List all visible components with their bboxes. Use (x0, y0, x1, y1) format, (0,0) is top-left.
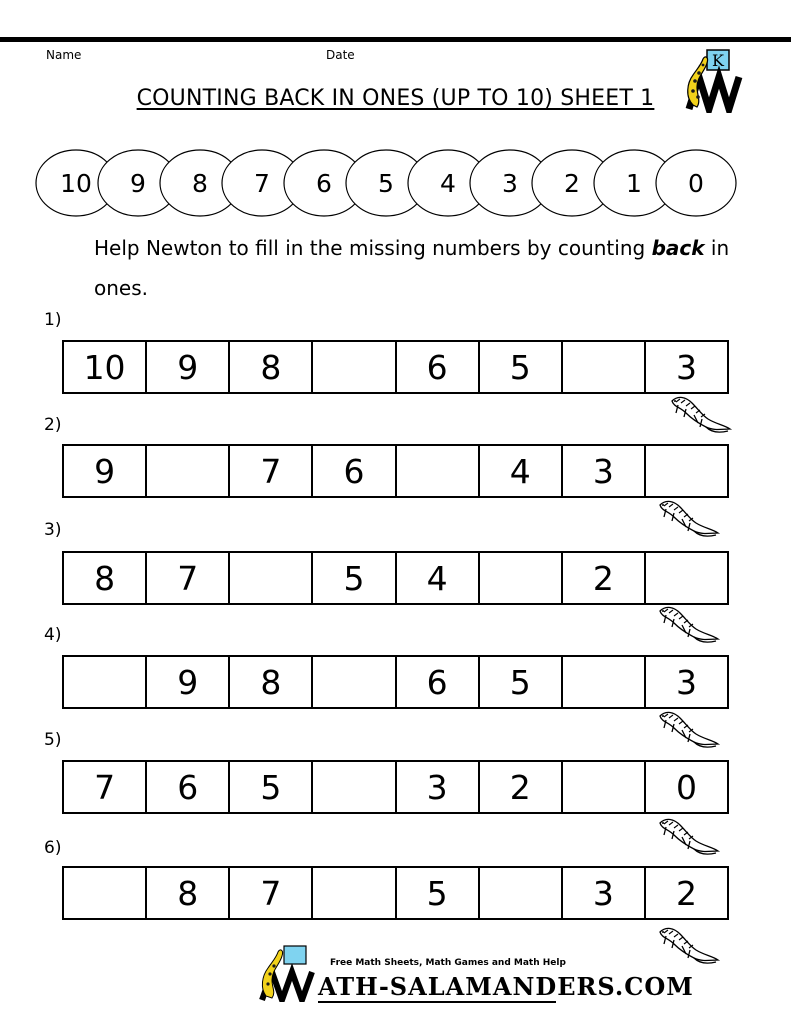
answer-box[interactable] (561, 342, 644, 392)
svg-text:K: K (712, 51, 724, 70)
question-label: 3) (44, 520, 62, 540)
answer-box[interactable] (228, 553, 311, 603)
number-cell: 4 (395, 553, 478, 603)
date-label: Date (326, 48, 355, 62)
number-cell: 5 (228, 762, 311, 812)
instructions-emphasis: back (651, 236, 705, 260)
number-line (34, 148, 738, 218)
number-cell: 2 (478, 762, 561, 812)
answer-box[interactable] (145, 446, 228, 496)
footer-tagline: Free Math Sheets, Math Games and Math Help (330, 958, 566, 968)
number-cell: 5 (478, 657, 561, 707)
number-cell: 8 (228, 657, 311, 707)
number-cell: 3 (561, 868, 644, 918)
answer-box[interactable] (311, 868, 394, 918)
number-cell: 2 (644, 868, 727, 918)
number-cell: 7 (94, 767, 116, 807)
footer-underline (318, 1001, 556, 1003)
number-cell: 8 (145, 868, 228, 918)
number-cell: 5 (395, 868, 478, 918)
number-cell: 3 (644, 342, 727, 392)
question-row (62, 444, 729, 498)
number-cell: 8 (228, 342, 311, 392)
number-cell: 9 (145, 657, 228, 707)
number-oval-label: 7 (254, 169, 270, 198)
answer-box[interactable] (478, 553, 561, 603)
salamander-icon (656, 924, 722, 968)
salamander-icon (656, 603, 722, 647)
number-oval-label: 3 (502, 169, 518, 198)
number-oval-label: 9 (130, 169, 146, 198)
number-oval-label: 4 (440, 169, 456, 198)
number-cell: 8 (94, 558, 116, 598)
salamander-icon (668, 393, 734, 437)
number-oval-label: 8 (192, 169, 208, 198)
number-cell: 0 (644, 762, 727, 812)
question-label: 6) (44, 838, 62, 858)
question-label: 1) (44, 310, 62, 330)
question-label: 2) (44, 415, 62, 435)
answer-box[interactable] (64, 657, 145, 707)
number-cell: 3 (561, 446, 644, 496)
number-cell: 3 (644, 657, 727, 707)
number-cell: 7 (145, 553, 228, 603)
answer-box[interactable] (395, 446, 478, 496)
top-rule (0, 37, 791, 42)
instructions (94, 228, 754, 308)
answer-box[interactable] (311, 657, 394, 707)
question-label: 5) (44, 730, 62, 750)
number-cell: 7 (228, 446, 311, 496)
number-oval-label: 0 (688, 169, 704, 198)
number-cell: 3 (395, 762, 478, 812)
salamander-icon (656, 497, 722, 541)
number-oval-label: 5 (378, 169, 394, 198)
salamander-icon (656, 708, 722, 752)
question-row (62, 655, 729, 709)
answer-box[interactable] (644, 446, 727, 496)
instructions-text-end: in ones. (94, 236, 730, 300)
number-cell: 10 (83, 347, 126, 387)
answer-box[interactable] (311, 342, 394, 392)
name-label: Name (46, 48, 82, 62)
footer-site: ATH-SALAMANDERS.COM (318, 972, 694, 1001)
number-cell: 2 (561, 553, 644, 603)
question-row (62, 551, 729, 605)
number-cell: 6 (395, 657, 478, 707)
number-oval-label: 10 (60, 169, 92, 198)
number-cell: 9 (145, 342, 228, 392)
question-row (62, 760, 729, 814)
number-cell: 5 (478, 342, 561, 392)
number-oval (656, 150, 736, 216)
number-cell: 4 (478, 446, 561, 496)
number-cell: 7 (228, 868, 311, 918)
answer-box[interactable] (311, 762, 394, 812)
question-row (62, 866, 729, 920)
answer-box[interactable] (64, 868, 145, 918)
worksheet-title: COUNTING BACK IN ONES (UP TO 10) SHEET 1 (136, 86, 655, 111)
answer-box[interactable] (478, 868, 561, 918)
number-oval-label: 6 (316, 169, 332, 198)
footer-logo (256, 944, 316, 1002)
question-label: 4) (44, 625, 62, 645)
number-oval-label: 1 (626, 169, 642, 198)
number-cell: 6 (145, 762, 228, 812)
number-cell: 5 (311, 553, 394, 603)
answer-box[interactable] (561, 762, 644, 812)
number-cell: 6 (395, 342, 478, 392)
number-cell: 9 (94, 451, 116, 491)
answer-box[interactable] (644, 553, 727, 603)
question-row (62, 340, 729, 394)
number-oval-label: 2 (564, 169, 580, 198)
answer-box[interactable] (561, 657, 644, 707)
instructions-text: Help Newton to fill in the missing numbers by counting (94, 236, 652, 260)
salamander-icon (656, 815, 722, 859)
number-cell: 6 (311, 446, 394, 496)
